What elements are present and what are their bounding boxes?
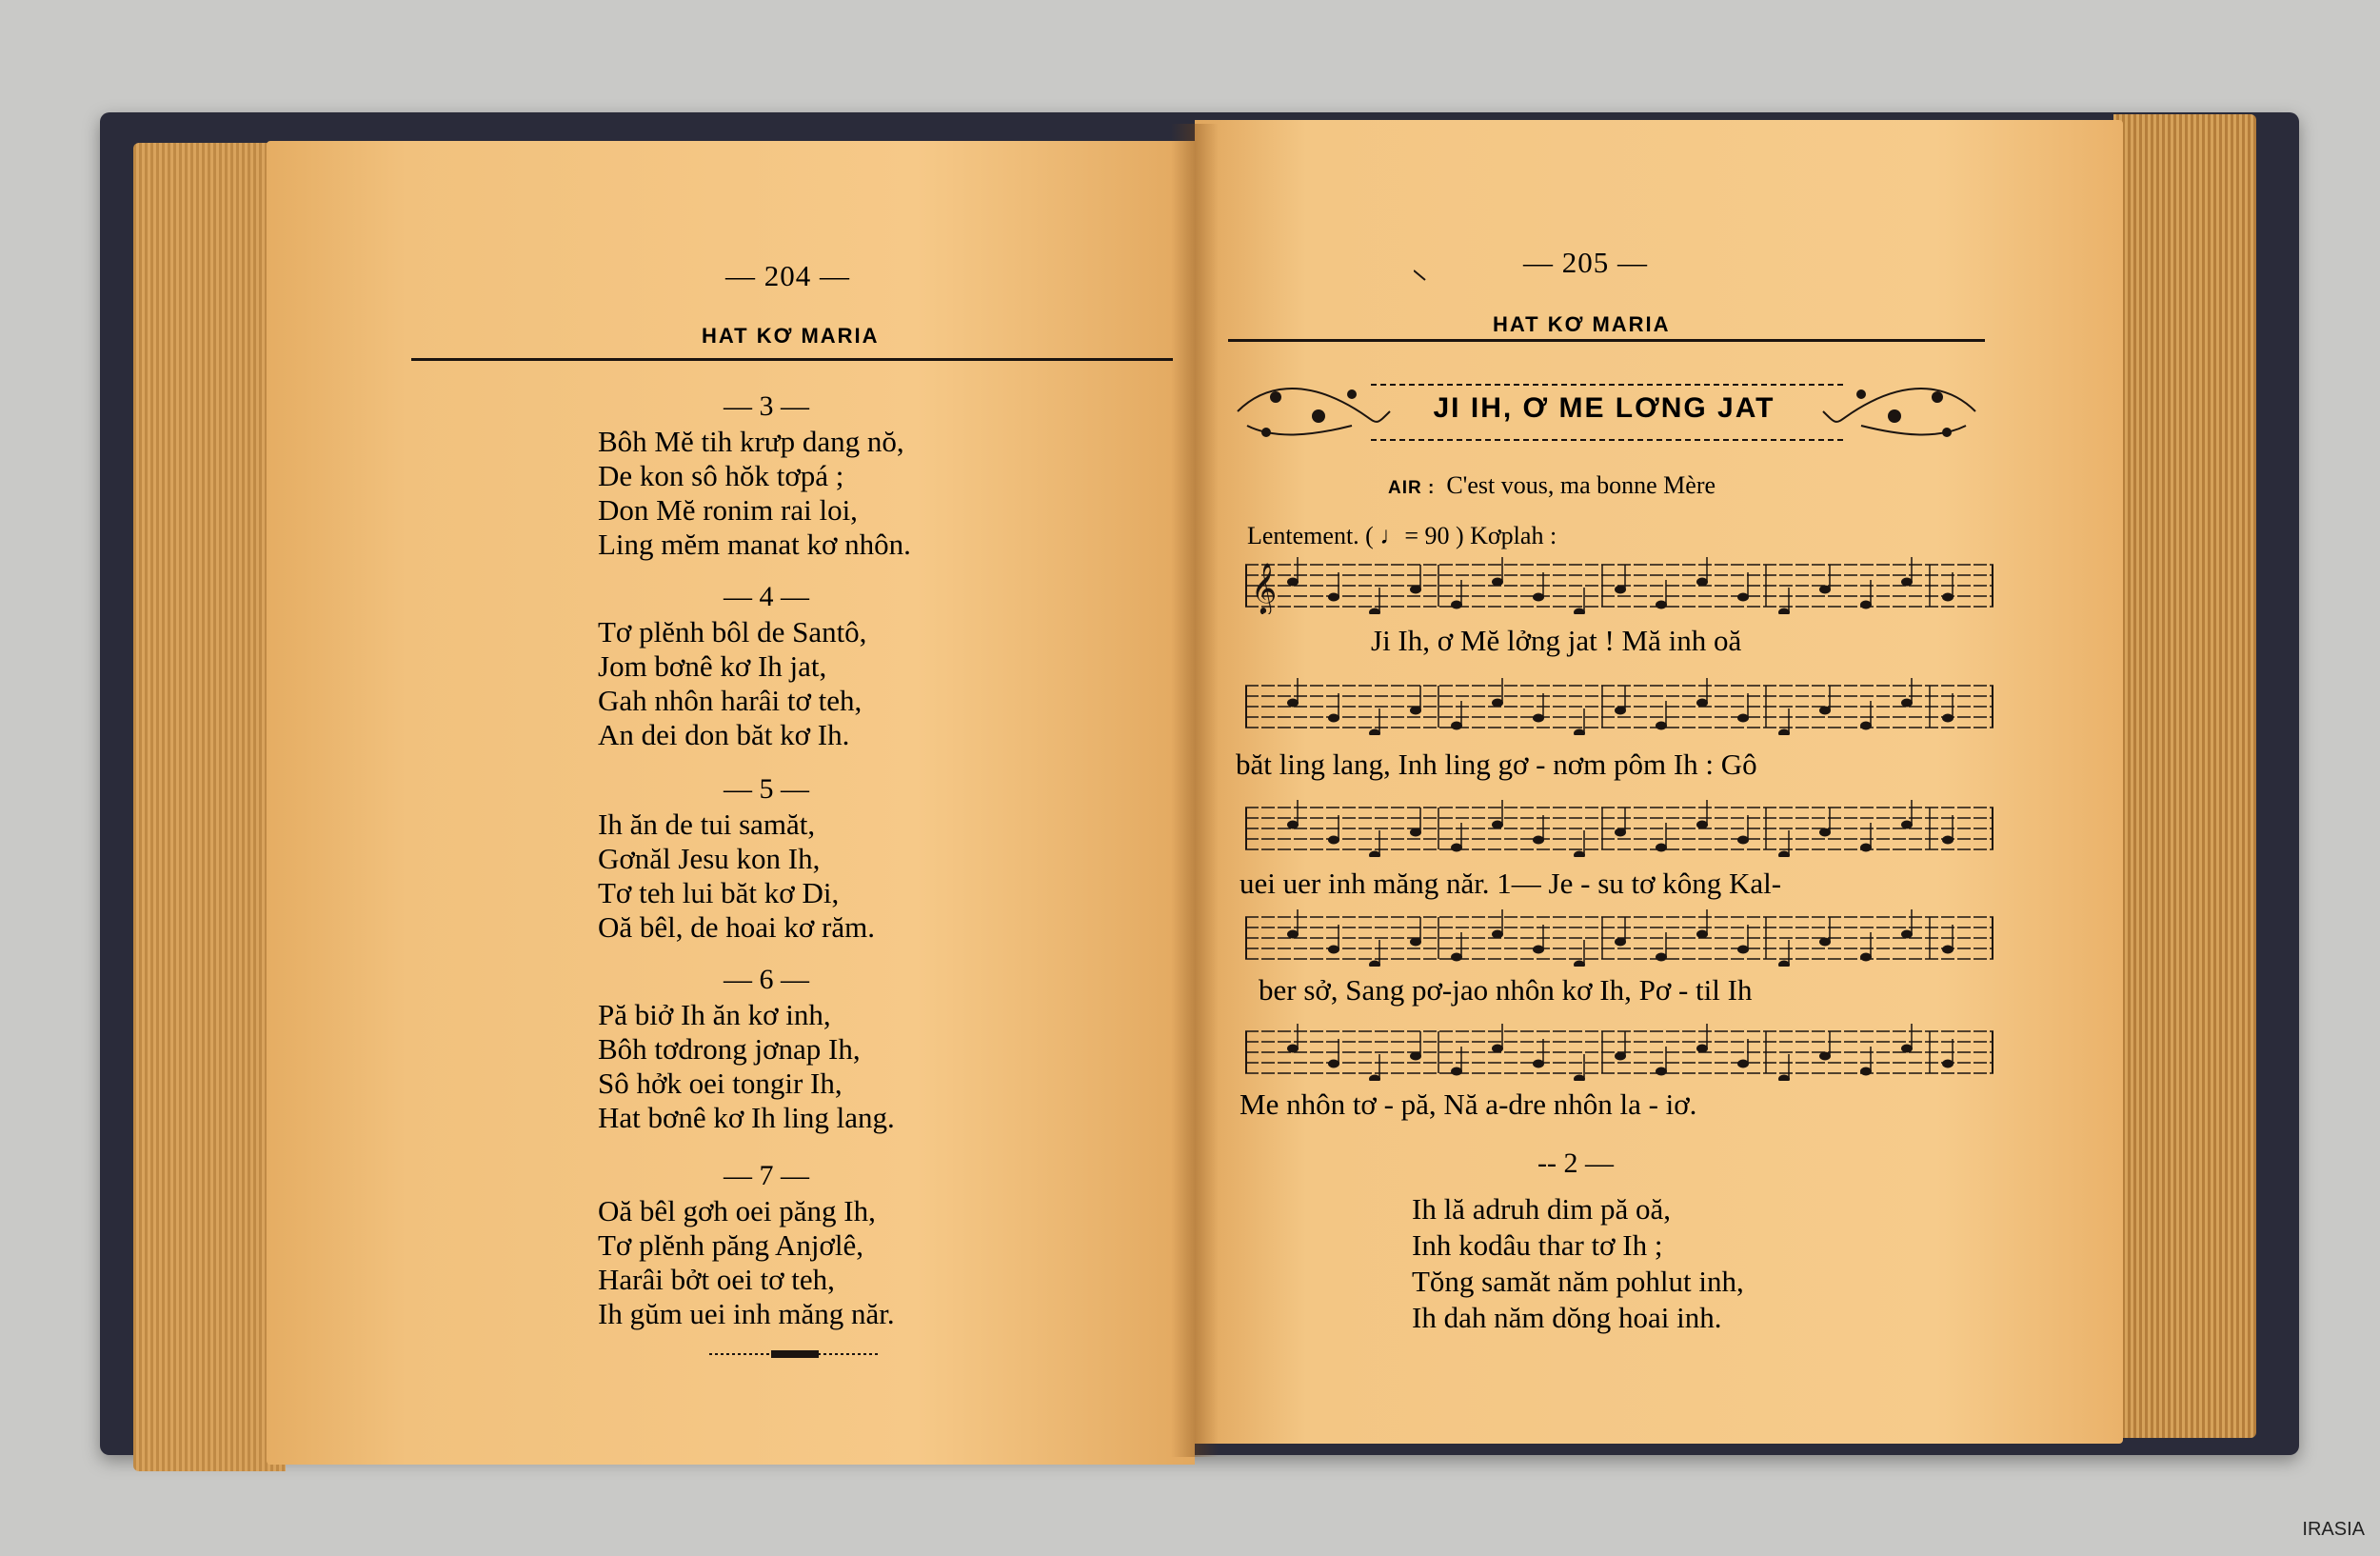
verse-line: Oă bêl, de hoai kơ răm. xyxy=(598,910,875,944)
music-staff xyxy=(1245,678,1993,735)
verse-line: Tơ teh lui băt kơ Di, xyxy=(598,876,840,909)
right-page-number: — 205 — xyxy=(1523,246,1648,279)
verse-line: Jom bơnê kơ Ih jat, xyxy=(598,649,827,683)
verse-line: An dei don băt kơ Ih. xyxy=(598,718,850,751)
stanza-number: — 7 — xyxy=(724,1160,809,1191)
verse-line: Bôh Mĕ tih krưp dang nŏ, xyxy=(598,425,904,458)
left-page-number: — 204 — xyxy=(725,259,850,292)
stanza-number: — 4 — xyxy=(724,581,809,612)
verse-line: Tơ plĕnh bôl de Santô, xyxy=(598,615,867,648)
verse-line: Hat bơnê kơ Ih ling lang. xyxy=(598,1101,895,1134)
verse-line: Ih ăn de tui samăt, xyxy=(598,808,816,841)
verse-line: Ih dah năm dŏng hoai inh. xyxy=(1412,1301,1722,1334)
stray-mark xyxy=(1414,269,1427,282)
svg-text:𝄞: 𝄞 xyxy=(1251,562,1278,613)
page-edges-left xyxy=(133,143,286,1471)
tempo-marking: Lentement. ( ♩= 90 ) Kơplah : xyxy=(1247,522,1557,549)
music-staff xyxy=(1245,909,1993,967)
lyric-line: Me nhôn tơ - pă, Nă a-dre nhôn la - iơ. xyxy=(1240,1087,1697,1121)
verse-line: Inh kodâu thar tơ Ih ; xyxy=(1412,1228,1663,1262)
verse-line: Tŏng samăt năm pohlut inh, xyxy=(1412,1265,1744,1298)
verse-line: Gah nhôn harâi tơ teh, xyxy=(598,684,863,717)
music-staff xyxy=(1245,1024,1993,1081)
verse-line: Pă biở Ih ăn kơ inh, xyxy=(598,998,831,1031)
verse-line: Tơ plĕnh păng Anjơlê, xyxy=(598,1228,864,1262)
end-ornament xyxy=(709,1350,881,1358)
verse-line: Don Mĕ ronim rai loi, xyxy=(598,493,858,527)
verse-line: Harâi bởt oei tơ teh, xyxy=(598,1263,835,1296)
page-edges-right xyxy=(2113,114,2256,1438)
right-running-head: HAT KƠ MARIA xyxy=(1493,312,1671,336)
lyric-line: Ji Ih, ơ Mĕ lởng jat ! Mă inh oă xyxy=(1371,624,1742,657)
lyric-line: ber sở, Sang pơ-jao nhôn kơ Ih, Pơ - til Ih xyxy=(1259,973,1753,1007)
verse-line: Ling mĕm manat kơ nhôn. xyxy=(598,528,911,561)
right-header-rule xyxy=(1228,339,1985,342)
air-tune: C'est vous, ma bonne Mère xyxy=(1446,471,1716,499)
stanza-number: — 6 — xyxy=(724,964,809,995)
lyric-line: băt ling lang, Inh ling gơ - nơm pôm Ih : Gô xyxy=(1236,748,1757,781)
left-running-head: HAT KƠ MARIA xyxy=(702,324,880,348)
air-label: AIR : xyxy=(1388,478,1436,498)
air-line xyxy=(1388,471,1716,500)
verse-line: Gơnăl Jesu kon Ih, xyxy=(598,842,821,875)
lyric-line: uei uer inh măng năr. 1— Je - su tơ kông Kal- xyxy=(1240,867,1782,900)
verse-line: Oă bêl gơh oei păng Ih, xyxy=(598,1194,876,1227)
verse-line: De kon sô hŏk tơpá ; xyxy=(598,459,844,492)
stanza-number: -- 2 — xyxy=(1537,1147,1614,1179)
music-staff xyxy=(1245,800,1993,857)
verse-line: Ih lă adruh dim pă oă, xyxy=(1412,1192,1672,1226)
credit-watermark: IRASIA xyxy=(2302,1519,2365,1540)
book-gutter xyxy=(1171,124,1219,1457)
verse-line: Sô hởk oei tongir Ih, xyxy=(598,1067,843,1100)
stanza-number: — 5 — xyxy=(724,773,809,805)
song-title: JI IH, Ơ ME LƠNG JAT xyxy=(1433,392,1775,424)
stanza-number: — 3 — xyxy=(724,390,809,422)
verse-line: Ih gŭm uei inh măng năr. xyxy=(598,1297,895,1330)
song-title-banner xyxy=(1228,373,1985,448)
verse-line: Bôh tơdrong jơnap Ih, xyxy=(598,1032,861,1066)
music-staff xyxy=(1245,557,1993,614)
left-header-rule xyxy=(411,358,1173,361)
